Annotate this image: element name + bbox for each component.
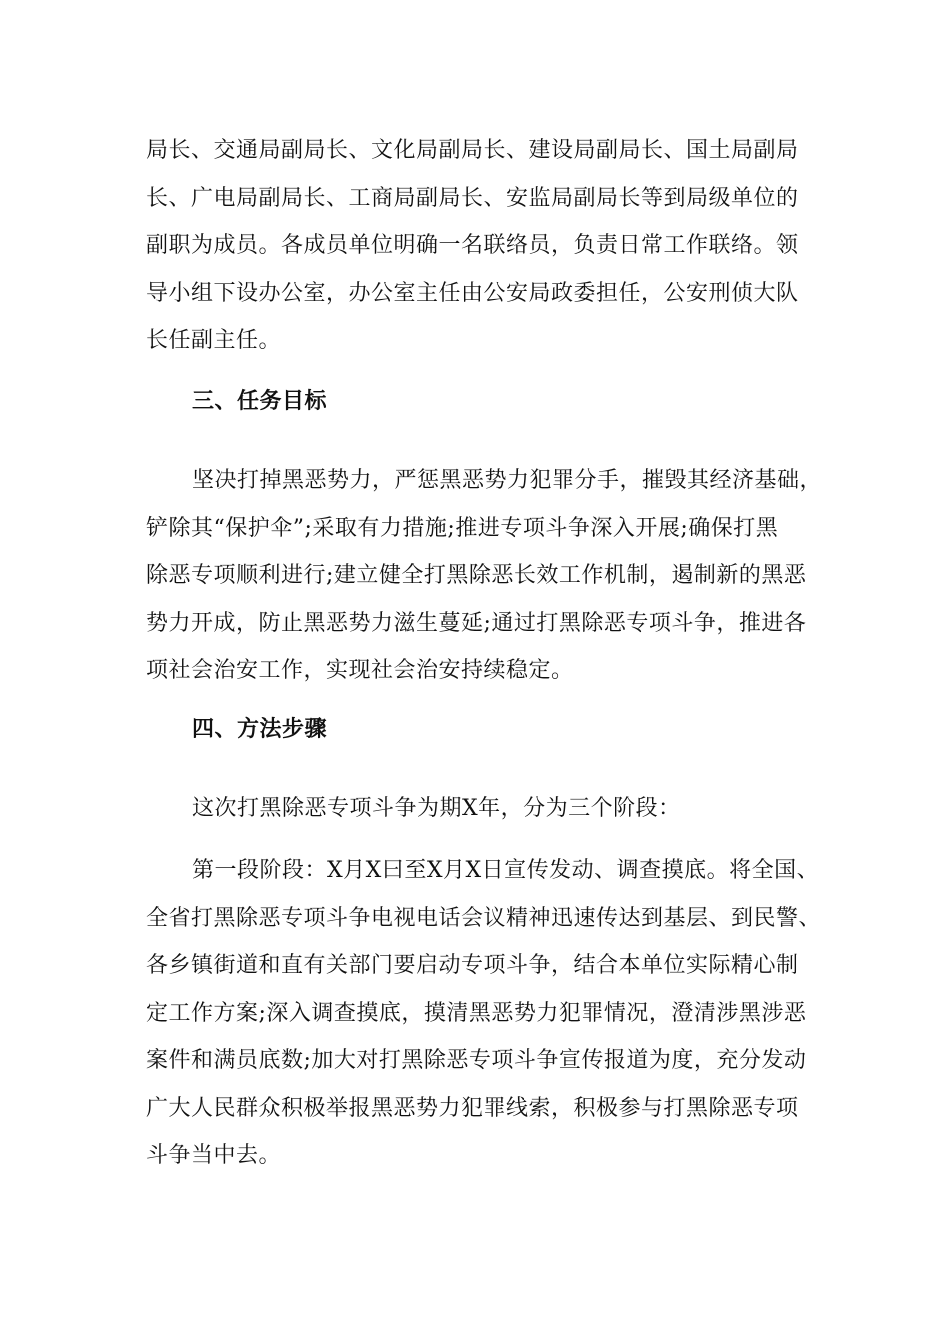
text-line: 势力开成，防止黑恶势力滋生蔓延;通过打黑除恶专项斗争，推进各: [146, 610, 807, 636]
paragraph-leadership-members: [146, 127, 818, 365]
section-heading-task-goals: 三、任务目标: [192, 388, 328, 414]
text-line: 铲除其“保护伞”;采取有力措施;推进专项斗争深入开展;确保打黑: [146, 515, 779, 541]
text-line: 广大人民群众积极举报黑恶势力犯罪线索，积极参与打黑除恶专项: [146, 1095, 799, 1121]
text-line: 长、广电局副局长、工商局副局长、安监局副局长等到局级单位的: [146, 185, 799, 211]
text-line: 斗争当中去。: [146, 1143, 282, 1168]
text-line: 除恶专项顺利进行;建立健全打黑除恶长效工作机制，遏制新的黑恶: [146, 563, 807, 588]
paragraph-period: [146, 785, 818, 833]
text-line: 长任副主任。: [146, 328, 282, 353]
text-line: 坚决打掉黑恶势力，严惩黑恶势力犯罪分手，摧毁其经济基础，: [192, 468, 823, 493]
text-line: 各乡镇街道和直有关部门要启动专项斗争，结合本单位实际精心制: [146, 953, 799, 978]
text-line: 第一段阶段：X月X曰至X月X日宣传发动、调查摸底。将全国、: [192, 858, 820, 883]
text-line: 全省打黑除恶专项斗争电视电话会议精神迅速传达到基层、到民警、: [146, 905, 822, 931]
paragraph-stage-one: [146, 847, 822, 1180]
section-heading-method-steps: 四、方法步骤: [192, 716, 328, 742]
text-line: 项社会治安工作，实现社会治安持续稳定。: [146, 658, 574, 683]
paragraph-task-goals: [146, 457, 823, 695]
text-line: 这次打黑除恶专项斗争为期X年，分为三个阶段：: [192, 796, 681, 821]
text-line: 副职为成员。各成员单位明确一名联络员，负责日常工作联络。领: [146, 233, 799, 258]
text-line: 导小组下设办公室，办公室主任由公安局政委担任，公安刑侦大队: [146, 280, 799, 306]
text-line: 局长、交通局副局长、文化局副局长、建设局副局长、国土局副局: [146, 138, 799, 163]
text-line: 案件和满员底数;加大对打黑除恶专项斗争宣传报道为度，充分发动: [146, 1048, 807, 1073]
text-line: 定工作方案;深入调查摸底，摸清黑恶势力犯罪情况，澄清涉黑涉恶: [146, 1000, 807, 1026]
